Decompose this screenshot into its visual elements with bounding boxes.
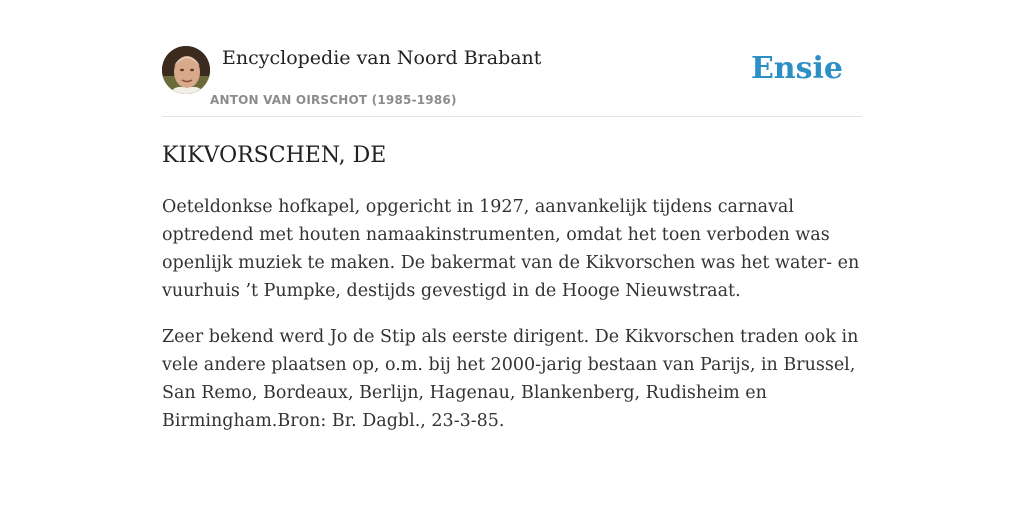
author-avatar[interactable] xyxy=(162,46,210,94)
article-header xyxy=(162,46,862,117)
article-title: KIKVORSCHEN, DE xyxy=(162,143,387,168)
author-name[interactable]: ANTON VAN OIRSCHOT (1985-1986) xyxy=(210,93,457,107)
article-container xyxy=(162,46,862,435)
author-portrait-icon xyxy=(162,46,210,94)
article-paragraph-1: Oeteldonkse hofkapel, opgericht in 1927, aanvankelijk tijdens carnaval optredend met houten namaakinstrumenten, omdat het toen verboden was openlijk muziek te maken. De bakermat van de Kikvorschen was het water- en vuurhuis ’t Pumpke, destijds gevestigd in de Hooge Nieuwstraat. xyxy=(162,197,860,301)
article-paragraph-2: Zeer bekend werd Jo de Stip als eerste dirigent. De Kikvorschen traden ook in vele andere plaatsen op, o.m. bij het 2000-jarig bestaan van Parijs, in Brussel, San Remo, Bordeaux, Berlijn, Hagenau, Blankenberg, Rudisheim en Birmingham.Bron: Br. Dagbl., 23-3-85. xyxy=(162,327,859,431)
encyclopedia-title[interactable]: Encyclopedie van Noord Brabant xyxy=(222,47,542,69)
ensie-logo[interactable]: Ensie xyxy=(750,51,843,86)
